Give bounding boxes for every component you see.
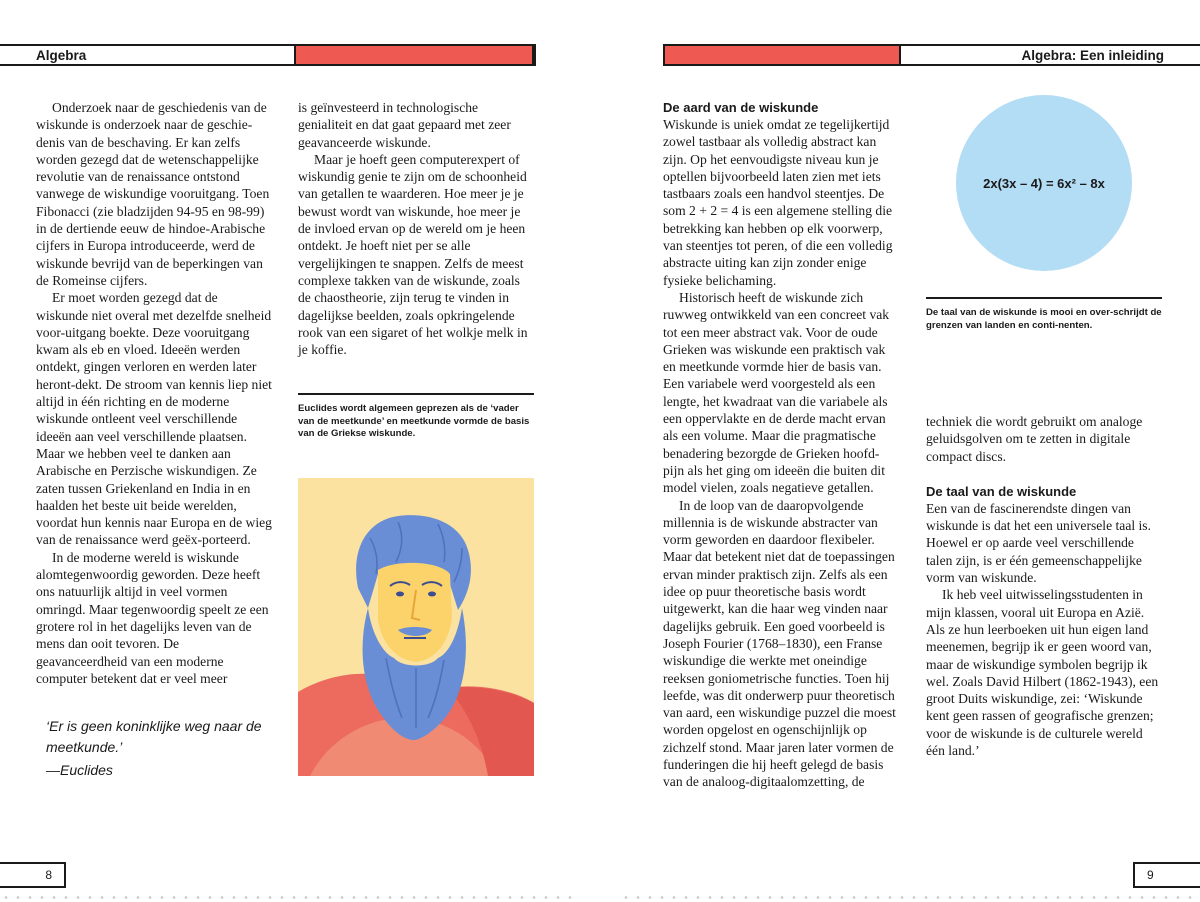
- paragraph: Wiskunde is uniek omdat ze tegelijkertijd zowel tastbaar als volledig abstract kan zijn. Op het eenvoudigste niveau kun je optellen bijvoorbeeld laten zien met iets tastbaars zoals een handvol steentjes. De som 2 + 2 = 4 is een algemene stelling die betrekking kan hebben op elk voorwerp, van steentjes tot peren, of die een volledig abstracte uiting kan zijn zonder enige fysieke belichaming.: [663, 117, 893, 288]
- paragraph: Maar je hoeft geen computerexpert of wiskundig genie te zijn om de schoonheid van getallen te waarderen. Hoe meer je je bewust wordt van wiskunde, hoe meer je de invloed ervan op de wereld om je heen ontdekt. Je hoeft niet per se alle vergelijkingen te snappen. Zelfs de meest complexe takken van de wiskunde, zoals de chaostheorie, zijn terug te vinden in dagelijkse beelden, zoals opkringelende rook van een sigaret of het wolkje melk in je koffie.: [298, 151, 528, 358]
- right-header-bar: [663, 44, 1200, 66]
- euclid-caption: Euclides wordt algemeen geprezen als de ‘vader van de meetkunde’ en meetkunde vormde de basis van de Griekse wiskunde.: [298, 393, 534, 441]
- left-header-title: Algebra: [36, 47, 87, 63]
- equation-circle: [956, 95, 1132, 271]
- left-header-accent: [294, 44, 534, 66]
- right-page-number-box: [1133, 862, 1200, 888]
- right-page-number: 9: [1147, 868, 1154, 882]
- euclid-portrait: [298, 478, 534, 776]
- paragraph: Ik heb veel uitwisselingsstudenten in mijn klassen, vooral uit Europa en Azië. Als ze hun leerboeken uit hun eigen land meenemen, begrijp ik er geen woord van, maar de wiskundige symbolen begrijp ik wel. Zoals David Hilbert (1862-1943), een groot Duits wiskundige, zei: ‘Wiskunde kent geen rassen of geografische grenzen; voor de wiskunde is de culturele wereld één land.’: [926, 587, 1159, 759]
- paragraph: In de moderne wereld is wiskunde alomtegenwoordig geworden. Deze heeft ons natuurlijk altijd in veel vormen omringd. Maar tegenwoordig speelt ze een grotere rol in het dagelijks leven van de mens dan ooit tevoren. De geavanceerdheid van een moderne computer betekent dat er veel meer: [36, 549, 269, 686]
- paragraph: Onderzoek naar de geschiedenis van de wiskunde is onderzoek naar de geschie-denis van de beschaving. Er kan zelfs worden gezegd dat de wetenschappelijke revolutie van de renaissance ontstond vanwege de wiskundige vooruitgang. Toen Fibonacci (zie bladzijden 94-95 en 98-99) in de dertiende eeuw de hindoe-Arabische cijfers in Europa introduceerde, werd de wiskunde bevrijd van de beperkingen van de Romeinse cijfers.: [36, 100, 270, 288]
- paragraph: Een van de fascinerendste dingen van wiskunde is dat het een universele taal is. Hoewel er op aarde veel verschillende talen zijn, is er één gemeenschappelijke vorm van wiskunde.: [926, 500, 1151, 586]
- paragraph: techniek die wordt gebruikt om analoge geluidsgolven om te zetten in digitale compact discs.: [926, 414, 1143, 464]
- left-header-bar: [0, 44, 536, 66]
- left-dot-border: [0, 893, 580, 902]
- section-heading: De taal van de wiskunde: [926, 483, 1077, 499]
- left-page-number-box: [0, 862, 66, 888]
- left-column-1: [36, 99, 272, 687]
- paragraph: Er moet worden gezegd dat de wiskunde niet overal met dezelfde snelheid voor-uitgang boekte. Deze vooruitgang kwam als eb en vloed. Ideeën werden ontdekt, gingen verloren en werden later heront-dekt. De stroom van kennis liep niet altijd in één richting en de moderne wiskunde ontleent veel verschillende ideeën aan veel verschillende plaatsen. Maar we hebben veel te danken aan Arabische en Perzische wiskundigen. Ze zaten tussen Griekenland en India in en haalden het beste uit beide werelden, voordat hun kennis naar Europa en de wieg van de renaissance werd geëx-porteerd.: [36, 290, 272, 548]
- left-column-2: [298, 99, 534, 358]
- paragraph: Historisch heeft de wiskunde zich ruwweg ontwikkeld van een concreet vak tot een meer abstract vak. Voor de oude Grieken was wiskunde een praktisch vak en meetkunde vormde hier de basis van. Een variabele werd voorgesteld als een lengte, het kwadraat van die variabele als een oppervlakte en de derde macht ervan als een volume. Maar die pragmatische benadering bezorgde de Grieken hoofd-pijn als het ging om ideeën die buiten dit model vielen, zoals negatieve getallen.: [663, 289, 890, 496]
- paragraph: is geïnvesteerd in technologische genialiteit en dat gaat gepaard met zeer geavanceerde wiskunde.: [298, 100, 511, 150]
- section-heading: De aard van de wiskunde: [663, 100, 819, 115]
- paragraph: In de loop van de daaropvolgende millennia is de wiskunde abstracter van vorm geworden en daardoor flexibeler. Maar dat betekent niet dat de toepassingen ervan minder praktisch zijn. Zelfs als een idee op puur theoretische basis wordt uitgewerkt, kan die haar weg vinden naar dagelijks gebruik. Een goed voorbeeld is Joseph Fourier (1768–1830), een Franse wiskundige die werkte met oneindige reeksen goniometrische functies. Toen hij leefde, was dit onderwerp puur theoretisch van aard, een wiskundige puzzel die moest worden opgelost en ogenschijnlijk op zichzelf stond. Maar jaren later vormen de funderingen die hij heeft gelegd de basis van de analoog-digitaalomzetting, de: [663, 497, 896, 790]
- right-column-2: [926, 413, 1162, 759]
- right-dot-border: [620, 893, 1200, 902]
- left-page-number: 8: [45, 868, 52, 882]
- language-caption: De taal van de wiskunde is mooi en over-schrijdt de grenzen van landen en conti-nenten.: [926, 297, 1162, 332]
- euclid-illustration: [298, 478, 534, 776]
- right-column-1: [663, 99, 899, 791]
- quote-author: —Euclides: [46, 762, 113, 778]
- right-header-title: Algebra: Een inleiding: [1021, 47, 1164, 63]
- right-header-accent: [663, 44, 901, 66]
- pull-quote: [46, 716, 266, 781]
- equation-text: 2x(3x – 4) = 6x² – 8x: [983, 175, 1105, 191]
- quote-text: ‘Er is geen koninklijke weg naar de meetkunde.’: [46, 718, 262, 755]
